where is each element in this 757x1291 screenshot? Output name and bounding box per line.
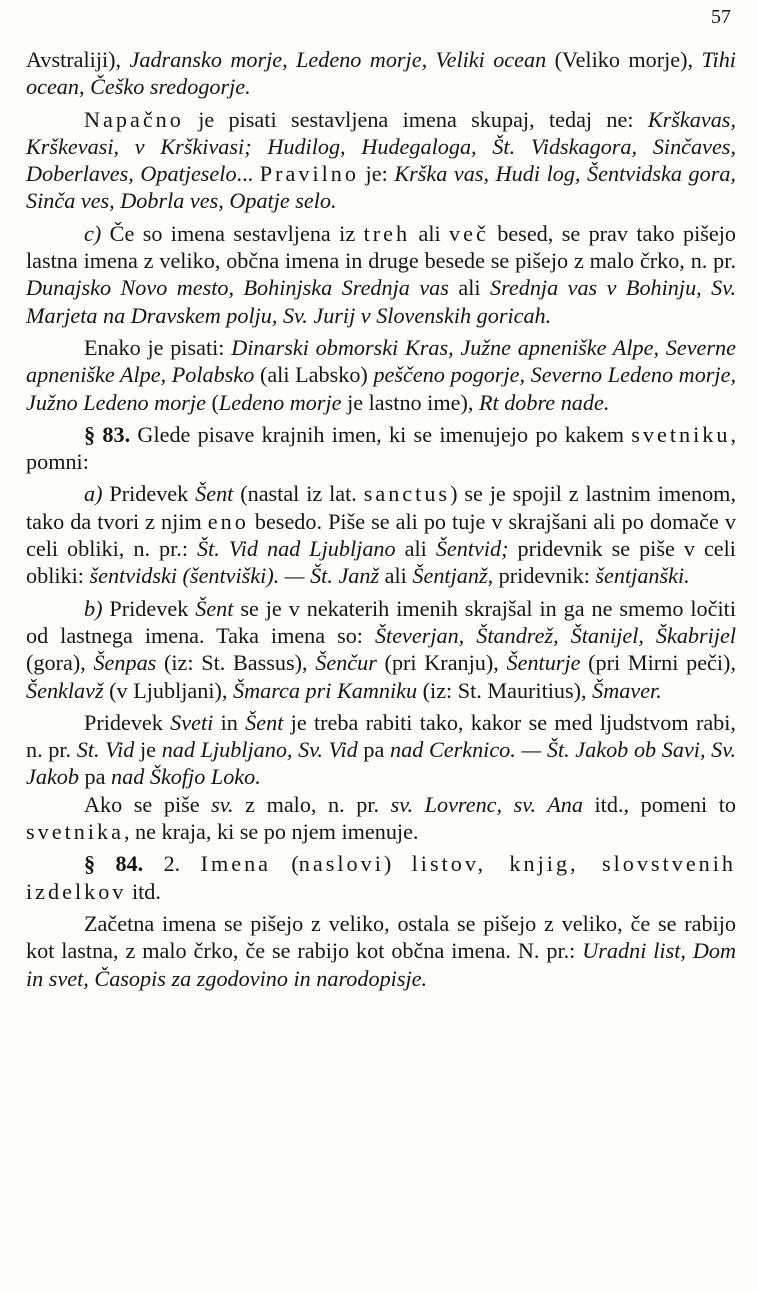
italic-text: Šenpas	[93, 650, 157, 676]
text-run: pa	[78, 764, 112, 790]
text-run: , pomni:	[26, 421, 736, 475]
italic-text: nad Ljubljano, Sv. Vid	[161, 737, 358, 763]
text-run: pridevnik se piše v celi obliki:	[26, 536, 736, 589]
spaced-text: Napačno	[84, 106, 184, 132]
text-run: itd.	[126, 878, 161, 904]
page-body	[26, 46, 736, 997]
italic-text: Števerjan, Štandrež, Štanijel, Škabrijel	[374, 622, 737, 648]
italic-text: a)	[84, 481, 103, 507]
paragraph	[26, 220, 736, 329]
text-run: (v Ljubljani),	[103, 677, 234, 703]
italic-text: sv.	[211, 791, 234, 817]
italic-text: Dinarski obmorski Kras, Južne apneniške Alpe, Severne apneniške Alpe, Polabsko	[26, 334, 736, 388]
text-run: )	[383, 851, 412, 877]
italic-text: St. Vid	[76, 737, 135, 763]
text-run: in	[213, 709, 246, 735]
italic-text: Šent	[195, 481, 234, 507]
text-run: se je v nekaterih imenih skrajšal in ga ne smemo ločiti od lastnega imena. Taka imena so:	[26, 595, 736, 648]
italic-text: sv. Lovrenc, sv. Ana	[390, 791, 583, 817]
italic-text: Ledeno morje	[218, 389, 342, 415]
italic-text: Krškavas, Krškevasi, v Krškivasi; Hudilog, Hudegaloga, Št. Vidskagora, Sinčaves, Doberlaves, Opatjeselo	[26, 106, 736, 187]
text-run: Začetna imena se pišejo z veliko, ostala se pišejo z veliko, če se rabijo kot lastna, z malo črko, če se rabijo kot občna imena. N. pr.:	[26, 910, 736, 964]
paragraph	[26, 595, 736, 704]
text-run: pa	[357, 737, 391, 763]
spaced-text: naslovi	[298, 851, 384, 877]
text-run: ) se je spojil z lastnim imenom, tako da tvori z njim	[26, 481, 736, 534]
text-run: (ali Labsko)	[254, 362, 374, 388]
italic-text: Šent	[195, 595, 234, 621]
spaced-text: listov, knjig, slovstvenih izdelkov	[26, 851, 737, 904]
text-run: besed, se prav tako pišejo lastna imena z veliko, občna imena in druge besede se pišejo z malo črko, n. pr.	[26, 220, 736, 274]
italic-text: šentvidski (šentviški). — Št. Janž	[89, 563, 380, 589]
section-mark: § 83.	[84, 421, 131, 447]
italic-text: peščeno pogorje, Severno Ledeno morje, Južno Ledeno morje	[26, 362, 736, 415]
text-run: (nastal iz lat.	[233, 481, 364, 507]
text-run: Pridevek	[84, 709, 171, 735]
italic-text: b)	[84, 595, 103, 621]
spaced-text: svetniku	[631, 421, 731, 447]
spaced-text: več	[449, 220, 489, 246]
italic-text: Sveti	[170, 709, 214, 735]
text-run: je	[134, 737, 162, 763]
spaced-text: Imena	[200, 851, 272, 877]
italic-text: c)	[84, 220, 102, 246]
text-run: (	[271, 851, 299, 877]
text-run: ...	[236, 161, 260, 187]
text-run: (gora),	[26, 650, 94, 676]
italic-text: Šentjanž,	[412, 563, 494, 589]
page-number: 57	[711, 6, 731, 28]
paragraph	[26, 709, 736, 791]
text-run: (iz: St. Bassus),	[156, 650, 316, 676]
italic-text: Rt dobre nade.	[478, 389, 610, 415]
italic-text: Šmarca pri Kamniku	[233, 677, 418, 703]
paragraph	[26, 480, 736, 589]
italic-text: nad Škofjo Loko.	[111, 764, 261, 790]
text-run: , ne kraja, ki se po njem imenuje.	[123, 819, 419, 845]
italic-text: Jadransko morje, Ledeno morje, Veliki ocean	[129, 47, 547, 72]
italic-text: Šent	[245, 709, 284, 735]
italic-text: Srednja vas v Bohinju, Sv. Marjeta na Dravskem polju, Sv. Jurij v Slovenskih goricah.	[26, 275, 736, 328]
text-run: 2.	[143, 851, 201, 877]
text-run: itd., pomeni to	[582, 791, 736, 817]
italic-text: Šentvid;	[435, 536, 509, 562]
paragraph	[26, 850, 736, 905]
text-run: (iz: St. Mauritius),	[417, 677, 593, 703]
text-run: (pri Mirni peči),	[580, 650, 736, 676]
text-run: Pridevek	[102, 595, 196, 621]
italic-text: Šenklavž	[26, 677, 104, 703]
text-run: ali	[448, 275, 490, 301]
text-run: Enako je pisati:	[84, 334, 232, 360]
text-run: (pri Kranju),	[376, 650, 507, 676]
spaced-text: treh	[363, 220, 411, 246]
italic-text: Krška vas, Hudi log, Šentvidska gora, Sinča ves, Dobrla ves, Opatje selo.	[26, 161, 736, 214]
text-run: Ako se piše	[84, 791, 212, 817]
paragraph	[26, 421, 736, 476]
text-run: je:	[358, 161, 395, 187]
spaced-text: Pravilno	[259, 161, 359, 187]
italic-text: Tihi ocean, Češko sredogorje.	[26, 47, 736, 100]
text-run: z malo, n. pr.	[233, 791, 391, 817]
italic-text: šentjanški.	[595, 563, 690, 589]
text-run: pridevnik:	[493, 563, 596, 589]
paragraph	[26, 46, 736, 101]
italic-text: Šenturje	[506, 650, 581, 676]
text-run: Pridevek	[102, 481, 196, 507]
text-run: Če so imena sestavljena iz	[101, 220, 364, 246]
text-run: ali	[410, 220, 450, 246]
paragraph	[26, 910, 736, 992]
spaced-text: sanctus	[363, 481, 451, 507]
text-run: ali	[395, 536, 436, 562]
text-run: ali	[379, 563, 413, 589]
text-run: je pisati sestavljena imena skupaj, tedaj ne:	[183, 106, 648, 132]
italic-text: Šmaver.	[592, 677, 662, 703]
paragraph	[26, 106, 736, 215]
paragraph	[26, 334, 736, 416]
text-run: besedo. Piše se ali po tuje v skrajšani ali po domače v celi obliki, n. pr.:	[26, 508, 736, 562]
italic-text: nad Cerknico. — Št. Jakob	[390, 737, 629, 763]
text-run: Glede pisave krajnih imen, ki se imenujejo po kakem	[130, 421, 632, 447]
text-run: je treba rabiti tako, kakor se med ljudstvom rabi, n. pr.	[26, 709, 736, 763]
paragraph	[26, 791, 736, 846]
section-mark: § 84.	[84, 851, 144, 877]
text-run: Avstraliji),	[26, 47, 130, 72]
italic-text: Dunajsko Novo mesto, Bohinjska Srednja vas	[26, 275, 449, 301]
text-run: (Veliko morje),	[546, 47, 702, 72]
text-run: (	[205, 389, 219, 415]
italic-text: Št. Vid nad Ljubljano	[197, 536, 396, 562]
text-run: je lastno ime),	[341, 389, 479, 415]
italic-text: ob Savi, Sv. Jakob	[26, 737, 737, 790]
italic-text: Šenčur	[315, 650, 377, 676]
spaced-text: svetnika	[26, 819, 124, 845]
italic-text: Uradni list, Dom in svet, Časopis za zgodovino in narodopisje.	[26, 938, 736, 991]
spaced-text: eno	[207, 508, 249, 534]
